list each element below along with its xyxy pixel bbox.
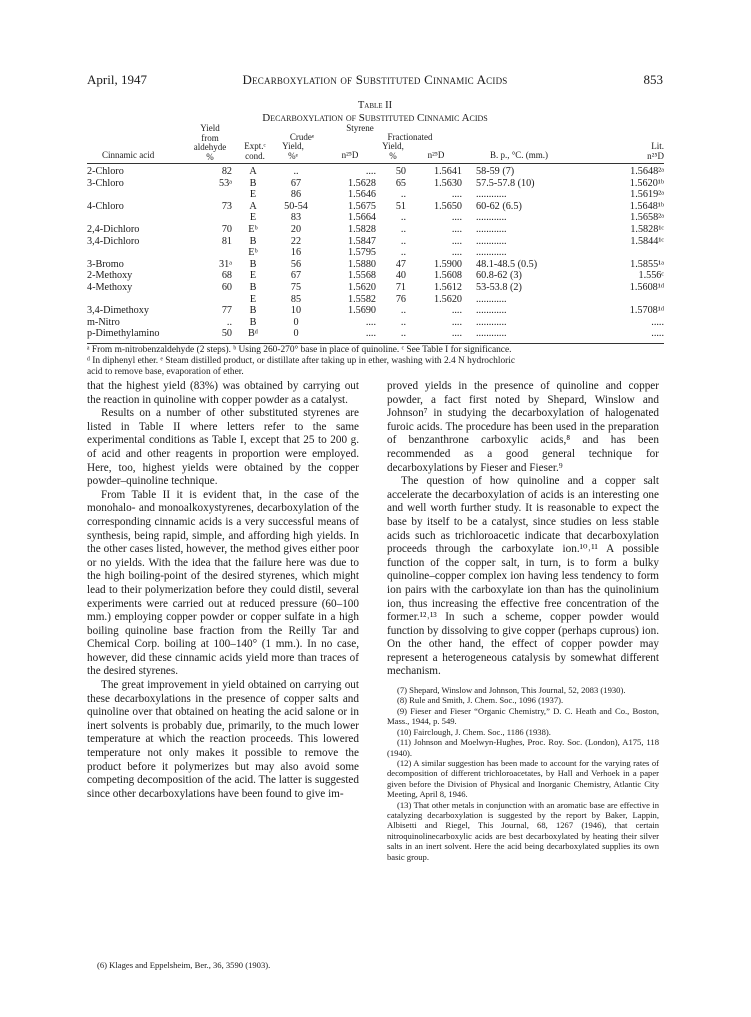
table-cell: 60-62 (6.5) (476, 200, 522, 212)
header-lit-n-text: n²⁵D (647, 150, 664, 161)
table-cell: .. (400, 328, 406, 340)
header-frac-pct-text: % (389, 150, 397, 161)
table-cell: Bᵈ (248, 328, 258, 340)
table-cell: 1.5855¹ᵃ (630, 258, 664, 270)
header-crude-yield-text: Yield, (282, 141, 304, 151)
table-cell: .. (293, 166, 299, 177)
table-cell: 50-54 (284, 200, 308, 212)
header-from-text: from (201, 132, 219, 143)
table-cell: 40 (395, 270, 406, 282)
table-cell (197, 212, 232, 224)
table-cell: B (249, 177, 257, 189)
table-row (87, 282, 664, 294)
header-expt (233, 142, 277, 161)
table-row (87, 247, 664, 259)
table-footnote-3: acid to remove base, evaporation of ether. (87, 367, 244, 377)
table-cell: 65 (395, 177, 406, 189)
table-cell: 31ᵃ (219, 258, 232, 270)
table-cell: ............ (476, 316, 507, 328)
header-crude-pct-text: %ᵉ (288, 150, 298, 161)
table-cell: .. (400, 247, 406, 259)
table-cell: E (249, 293, 257, 305)
table-cell: 1.5690 (347, 305, 376, 317)
table-row (87, 294, 664, 306)
table-cell: 2,4-Dichloro (87, 223, 140, 235)
reference-13: (13) That other metals in conjunction with an aromatic base are effective in catalyzing decarboxylation is suggested by the report by Baker, Lappin, Albisetti and Riegel, This Journal, 68, 1267 (1946), that certain nitroquinolinecarboxylic acids are best decarboxylated by heating their silver salts in an inert solvent. Here the acid being decarboxylated supplies its own basic group. (387, 799, 659, 862)
table-cell: 20 (290, 223, 302, 235)
table-cell: 53-53.8 (2) (476, 281, 522, 293)
table-cell: 3,4-Dimethoxy (87, 305, 149, 317)
table-cell (197, 247, 232, 259)
table-cell: 70 (221, 223, 232, 235)
left-footnote-ref: (6) Klages and Eppelsheim, Ber., 36, 3590 (1903). (97, 960, 271, 970)
table-cell: ............ (476, 223, 507, 235)
table-cell: 60.8-62 (3) (476, 270, 522, 282)
table-cell: 1.5646 (347, 189, 376, 201)
table-cell: .... (365, 328, 376, 340)
table-cell: .. (400, 305, 406, 317)
table-cell: 1.5844¹ᶜ (630, 235, 664, 247)
header-lit-text: Lit. (651, 141, 664, 151)
data-table (87, 166, 664, 340)
table-cell: 1.5568 (347, 270, 376, 282)
table-row (87, 328, 664, 340)
table-cell: 1.5675 (347, 200, 376, 212)
header-yield-text: Yield (200, 123, 220, 133)
left-column (87, 380, 359, 801)
table-cell: 1.5828 (347, 223, 376, 235)
reference-list (387, 685, 659, 862)
table-cell: B (249, 258, 257, 270)
table-cell: 67 (290, 177, 302, 189)
table-cell: ..... (651, 328, 664, 340)
header-crude-yield (273, 142, 313, 161)
table-cell: 3-Chloro (87, 177, 124, 189)
header-frac-yield-text: Yield, (382, 141, 404, 151)
table-label: Table II (357, 100, 393, 111)
table-cell: 2-Chloro (87, 166, 124, 177)
table-cell: 1.5641 (433, 166, 462, 177)
table-cell: A (249, 200, 257, 212)
table-row (87, 305, 664, 317)
table-cell: 1.5620¹ᵇ (629, 177, 664, 189)
reference-8: (8) Rule and Smith, J. Chem. Soc., 1096 (1937). (397, 695, 564, 706)
table-cell: .... (451, 212, 462, 224)
header-page-number: 853 (643, 72, 663, 87)
table-rule-bottom (87, 343, 664, 344)
table-cell: 1.5630 (433, 177, 462, 189)
table-cell (87, 294, 197, 306)
table-cell: .... (451, 247, 462, 259)
table-cell: 86 (290, 189, 302, 201)
left-paragraph-4: The great improvement in yield obtained on carrying out these decarboxylations in the presence of copper salts and quinoline over that obtained on heating the acid salone or in inert solvents is probably due, primarily, to the much lower temperature at which the reaction proceeds. This lowered temperature not only makes it possible to remove the product before it polymerizes but may also avoid some competing decomposition of the acid. The latter is suggested since other decarboxylations have been found to give im- (87, 679, 359, 800)
table-cell: m-Nitro (87, 316, 120, 328)
header-pct-text: % (206, 151, 214, 162)
table-footnote-2: ᵈ In diphenyl ether. ᵉ Steam distilled product, or distillate after taking up in ether, washing with 2.4 N hydrochloric (87, 356, 516, 366)
table-cell: 67 (290, 270, 302, 282)
table-cell: 56 (290, 258, 302, 270)
header-yield-from (190, 124, 230, 162)
table-cell: B (249, 235, 257, 247)
table-cell: .... (451, 189, 462, 201)
table-cell: 1.5612 (433, 281, 462, 293)
right-column (387, 380, 659, 862)
table-cell: 60 (221, 281, 232, 293)
header-crude-n: n²⁵D (341, 150, 359, 160)
table-cell: 50 (221, 328, 232, 340)
table-row (87, 317, 664, 329)
table-cell: 47 (395, 258, 406, 270)
table-cell: 85 (290, 293, 302, 305)
table-cell: ............ (476, 328, 507, 340)
table-cell: 1.556ᶜ (638, 270, 664, 282)
header-crude: Crudeᵉ (289, 132, 315, 142)
reference-7: (7) Shepard, Winslow and Johnson, This Journal, 52, 2083 (1930). (397, 685, 626, 696)
table-cell: 81 (221, 235, 232, 247)
table-cell: 77 (221, 305, 232, 317)
table-cell: 83 (290, 212, 302, 224)
reference-9: (9) Fieser and Fieser “Organic Chemistry,” D. C. Heath and Co., Boston, Mass., 1944, p. 549. (387, 705, 659, 727)
table-cell: 75 (290, 281, 302, 293)
table-cell: B (249, 281, 257, 293)
table-cell: 3,4-Dichloro (87, 235, 140, 247)
table-cell: 53ᵃ (219, 177, 232, 189)
table-cell: 1.5619²ᵃ (630, 189, 664, 201)
table-cell: 73 (221, 200, 232, 212)
table-cell: A (249, 166, 257, 177)
table-cell: 57.5-57.8 (10) (476, 177, 535, 189)
table-cell (574, 294, 664, 306)
table-cell: 58-59 (7) (476, 166, 515, 177)
table-row (87, 189, 664, 201)
header-cinnamic-acid: Cinnamic acid (102, 150, 155, 160)
table-cell: 1.5828¹ᶜ (630, 223, 664, 235)
table-row (87, 178, 664, 190)
table-cell: 51 (395, 200, 406, 212)
table-cell: 1.5664 (347, 212, 376, 224)
table-cell: 1.5900 (433, 258, 462, 270)
table-cell (87, 212, 197, 224)
reference-11: (11) Johnson and Moelwyn-Hughes, Proc. Roy. Soc. (London), A175, 118 (1940). (387, 737, 659, 758)
header-date: April, 1947 (87, 72, 147, 87)
table-cell: Eᵇ (248, 223, 258, 235)
header-styrene: Styrene (346, 123, 374, 133)
table-cell: ............ (476, 212, 507, 224)
table-cell: E (249, 189, 257, 201)
table-cell: ............ (476, 247, 507, 259)
table-cell: 0 (293, 316, 299, 328)
table-cell: 1.5880 (347, 258, 376, 270)
reference-12: (12) A similar suggestion has been made to account for the varying rates of decomposition of different trichloroacetates, by Hall and Verhoek in a paper given before the Division of Physical and Inorganic Chemistry, Atlantic City Meeting, April 8, 1946. (387, 757, 659, 800)
header-aldehyde-text: aldehyde (193, 142, 227, 152)
table-cell: .... (451, 223, 462, 235)
reference-10: (10) Fairclough, J. Chem. Soc., 1186 (1938). (397, 726, 551, 737)
left-paragraph-1: that the highest yield (83%) was obtained by carrying out the reaction in quinoline with copper powder as a catalyst. (87, 380, 359, 406)
table-cell: 1.5847 (347, 235, 376, 247)
table-row (87, 236, 664, 248)
table-cell (197, 294, 232, 306)
header-title: Decarboxylation of Substituted Cinnamic Acids (242, 72, 508, 87)
table-cell: .. (400, 235, 406, 247)
table-cell: 1.5648²ᵃ (630, 166, 664, 177)
table-cell: p-Dimethylamino (87, 328, 160, 340)
table-cell: ............ (476, 235, 507, 247)
table-cell: 1.5648¹ᵇ (629, 200, 664, 212)
table-cell: 10 (290, 305, 302, 317)
header-frac-yield (373, 142, 413, 161)
table-cell: 1.5608¹ᵈ (629, 281, 664, 293)
header-fractionated: Fractionated (387, 132, 433, 142)
table-cell: 1.5628 (347, 177, 376, 189)
table-title: Decarboxylation of Substituted Cinnamic Acids (262, 112, 488, 124)
table-cell: 4-Methoxy (87, 281, 133, 293)
left-paragraph-2: Results on a number of other substituted styrenes are listed in Table II where letters refer to the same experimental conditions as Table I, except that 25 to 200 g. of acid and other reagents in proportion were employed. Here, too, highest yields were obtained by the copper powder–quinoline technique. (87, 407, 359, 488)
table-cell: 1.5620 (433, 293, 462, 305)
header-expt-text: Expt.ᶜ (244, 141, 266, 151)
table-cell: .... (451, 235, 462, 247)
table-cell: 48.1-48.5 (0.5) (476, 258, 538, 270)
table-row (87, 270, 664, 282)
table-cell: 1.5650 (433, 200, 462, 212)
table-cell (87, 247, 197, 259)
table-cell: ............ (476, 189, 507, 201)
table-cell: .... (451, 328, 462, 340)
table-row (87, 166, 664, 178)
table-cell: 4-Chloro (87, 200, 124, 212)
table-cell: .. (226, 316, 232, 328)
table-footnote-1: ᵃ From m-nitrobenzaldehyde (2 steps). ᵇ Using 260-270° base in place of quinoline. ᶜ See Table I for significance. (87, 345, 512, 355)
table-row (87, 201, 664, 213)
table-cell (574, 247, 664, 259)
table-cell: 1.5658²ᵃ (630, 212, 664, 224)
table-cell: .. (400, 189, 406, 201)
table-cell: 68 (221, 270, 232, 282)
table-cell: 3-Bromo (87, 258, 124, 270)
table-cell (197, 189, 232, 201)
header-cond-text: cond. (245, 150, 265, 161)
table-cell (87, 189, 197, 201)
table-cell: B (249, 316, 257, 328)
table-cell: 1.5582 (347, 293, 376, 305)
table-cell: .... (365, 166, 376, 177)
table-row (87, 224, 664, 236)
table-cell: 71 (395, 281, 406, 293)
table-cell: .... (365, 316, 376, 328)
table-cell: 22 (290, 235, 302, 247)
header-bp: B. p., °C. (mm.) (489, 150, 549, 160)
right-paragraph-1: proved yields in the presence of quinoline and copper powder, a fact first noted by Shepard, Winslow and Johnson⁷ in studying the decarboxylation of halogenated furoic acids. The procedure has been used in the preparation of benzanthrone carboxylic acids,⁸ and has been recommended as a good general technique for decarboxylations by Fieser and Fieser.⁹ (387, 380, 659, 474)
table-cell: 1.5708¹ᵈ (629, 305, 664, 317)
table-cell: .. (400, 316, 406, 328)
table-cell: ..... (651, 316, 664, 328)
table-cell: 1.5795 (347, 247, 376, 259)
left-paragraph-3: From Table II it is evident that, in the case of the monohalo- and monoalkoxystyrenes, decarboxylation of the corresponding cinnamic acids is a very successful means of synthesis, being rapid, simple, and affording high yields. In the other cases listed, however, the method gives either poor or no yields. With the idea that the failure here was due to the high boiling-point of the desired styrenes, which might lead to their polymerization before they could distil, several experiments were carried out at reduced pressure (60–100 mm.) employing copper powder or copper sulfate in a high boiling quinoline base fraction from the Reilly Tar and Chemical Corp. boiling at 100–140° (1 mm.). In no case, however, did these cinnamic acids yield more than traces of the desired styrenes. (87, 488, 359, 678)
table-cell: 0 (293, 328, 299, 340)
table-rule-top (87, 163, 664, 164)
table-cell: .... (451, 305, 462, 317)
table-cell: E (249, 270, 257, 282)
table-row (87, 259, 664, 271)
table-cell: .... (451, 316, 462, 328)
table-cell: 1.5620 (347, 281, 376, 293)
header-frac-n: n²⁵D (427, 150, 445, 160)
table-cell: 1.5608 (433, 270, 462, 282)
table-cell: 76 (395, 293, 406, 305)
header-lit (620, 142, 664, 161)
table-cell: .. (400, 212, 406, 224)
table-cell: Eᵇ (248, 247, 258, 259)
table-row (87, 212, 664, 224)
table-cell: ............ (476, 293, 507, 305)
right-paragraph-2: The question of how quinoline and a copper salt accelerate the decarboxylation of acids is an interesting one and well worth further study. It is reasonable to expect the base by itself to be a catalyst, since studies on less stable acids such as trichloroacetic indicate that decarboxylation proceeds through the carboxylate ion.¹⁰˒¹¹ A possible function of the copper salt, in turn, is to form a bulky quinoline–copper complex ion having less tendency to form ion pairs with the carboxylate ion than has the quinolinium ion, thus increasing the effective free concentration of the former.¹²˒¹³ In such a scheme, copper powder would function by dissolving to give copper (perhaps cuprous) ion. On the other hand, the effect of copper powder may represent a heterogeneous catalysis by somewhat different mechanism. (387, 475, 659, 678)
table-cell: B (249, 305, 257, 317)
table-cell: 2-Methoxy (87, 270, 133, 282)
table-cell: 82 (221, 166, 232, 177)
table-cell: 16 (290, 247, 302, 259)
table-cell: E (249, 212, 257, 224)
table-cell: .. (400, 223, 406, 235)
table-cell: 50 (395, 166, 406, 177)
table-cell: ............ (476, 305, 507, 317)
